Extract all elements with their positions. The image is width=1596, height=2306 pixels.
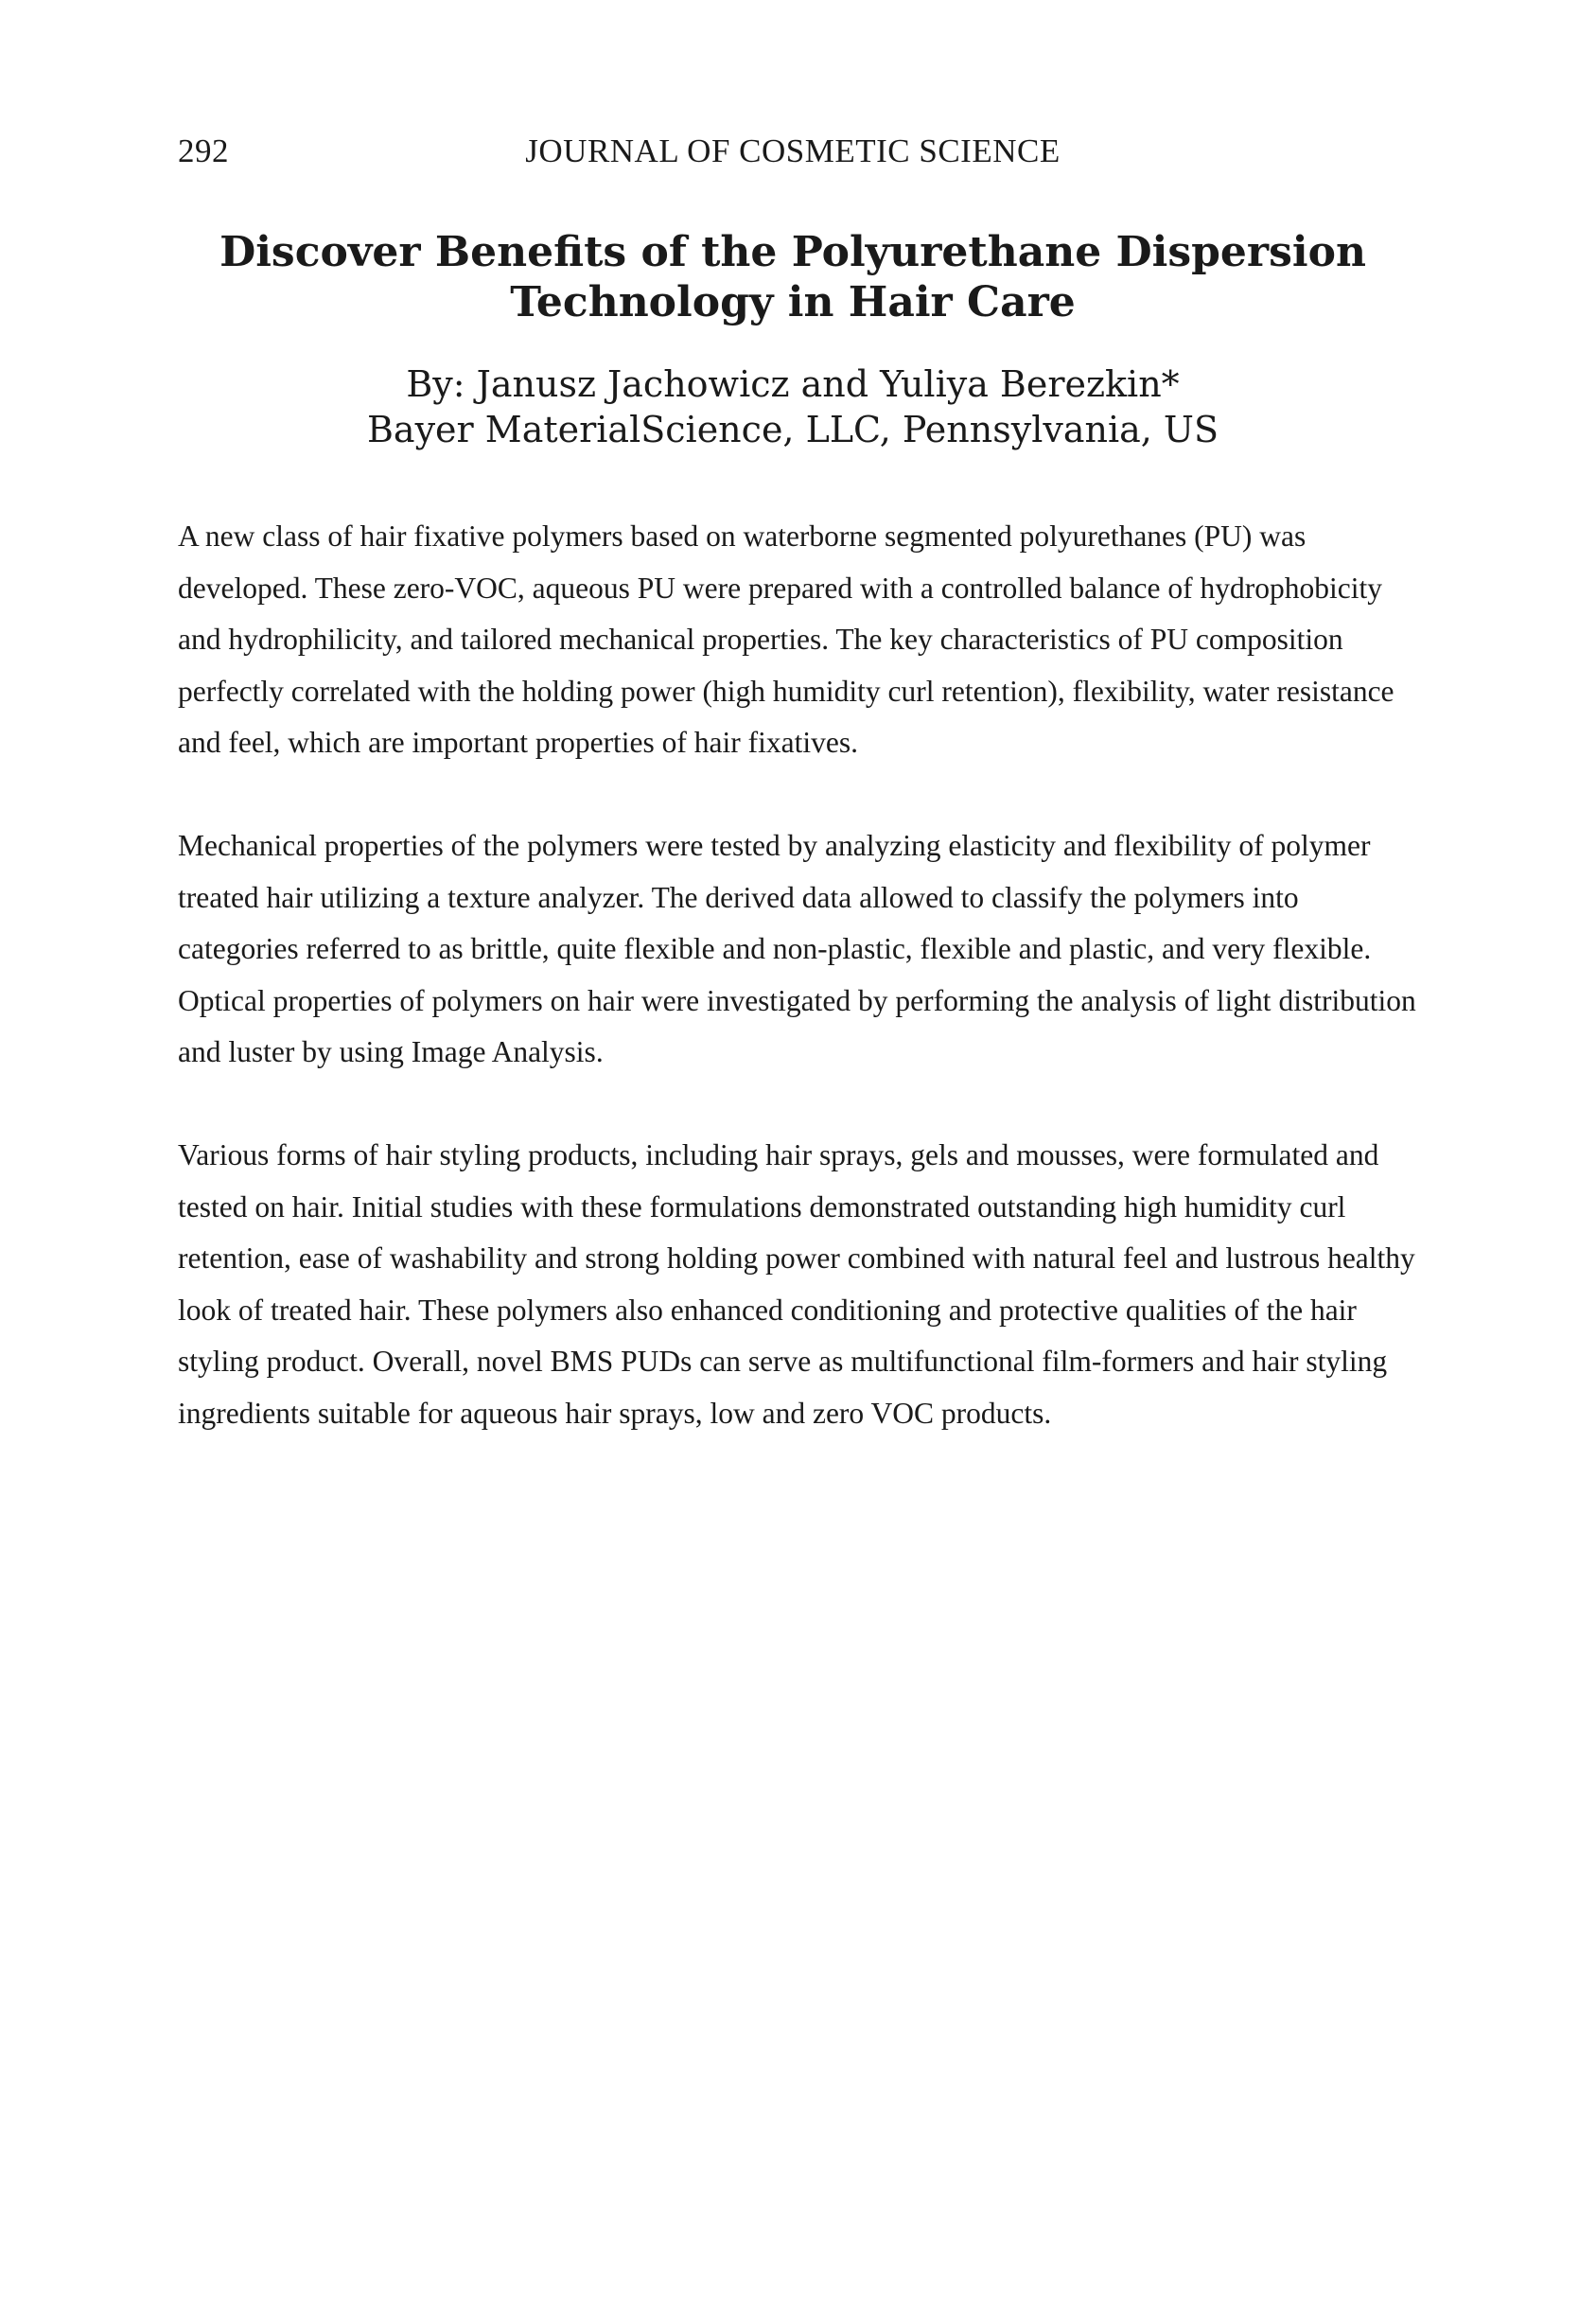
byline: [178, 361, 1408, 452]
authors: By: Janusz Jachowicz and Yuliya Berezkin*: [406, 363, 1180, 405]
article-title-line-1: Discover Benefits of the Polyurethane Dispersion: [219, 228, 1366, 276]
running-header: [178, 132, 1408, 170]
affiliation: Bayer MaterialScience, LLC, Pennsylvania, US: [367, 409, 1219, 450]
page-number: 292: [178, 132, 229, 169]
article-title-line-2: Technology in Hair Care: [510, 278, 1076, 326]
article-title: [178, 227, 1408, 327]
paragraph: Mechanical properties of the polymers were tested by analyzing elasticity and flexibility of polymer treated hair utilizing a texture analyzer. The derived data allowed to classify the polymers into categories referred to as brittle, quite flexible and non-plastic, flexible and plastic, and very flexible. Optical properties of polymers on hair were investigated by performing the analysis of light distribution and luster by using Image Analysis.: [178, 829, 1416, 1068]
journal-name: JOURNAL OF COSMETIC SCIENCE: [525, 132, 1061, 169]
paragraph: A new class of hair fixative polymers based on waterborne segmented polyurethanes (PU) was developed. These zero-VOC, aqueous PU were prepared with a controlled balance of hydrophobicity and hydrophilicity, and tailored mechanical properties. The key characteristics of PU composition perfectly correlated with the holding power (high humidity curl retention), flexibility, water resistance and feel, which are important properties of hair fixatives.: [178, 519, 1394, 759]
paragraph: Various forms of hair styling products, including hair sprays, gels and mousses, were formulated and tested on hair. Initial studies with these formulations demonstrated outstanding high humidity curl retention, ease of washability and strong holding power combined with natural feel and lustrous healthy look of treated hair. These polymers also enhanced conditioning and protective qualities of the hair styling product. Overall, novel BMS PUDs can serve as multifunctional film-formers and hair styling ingredients suitable for aqueous hair sprays, low and zero VOC products.: [178, 1138, 1415, 1430]
abstract-body: [178, 511, 1427, 1491]
